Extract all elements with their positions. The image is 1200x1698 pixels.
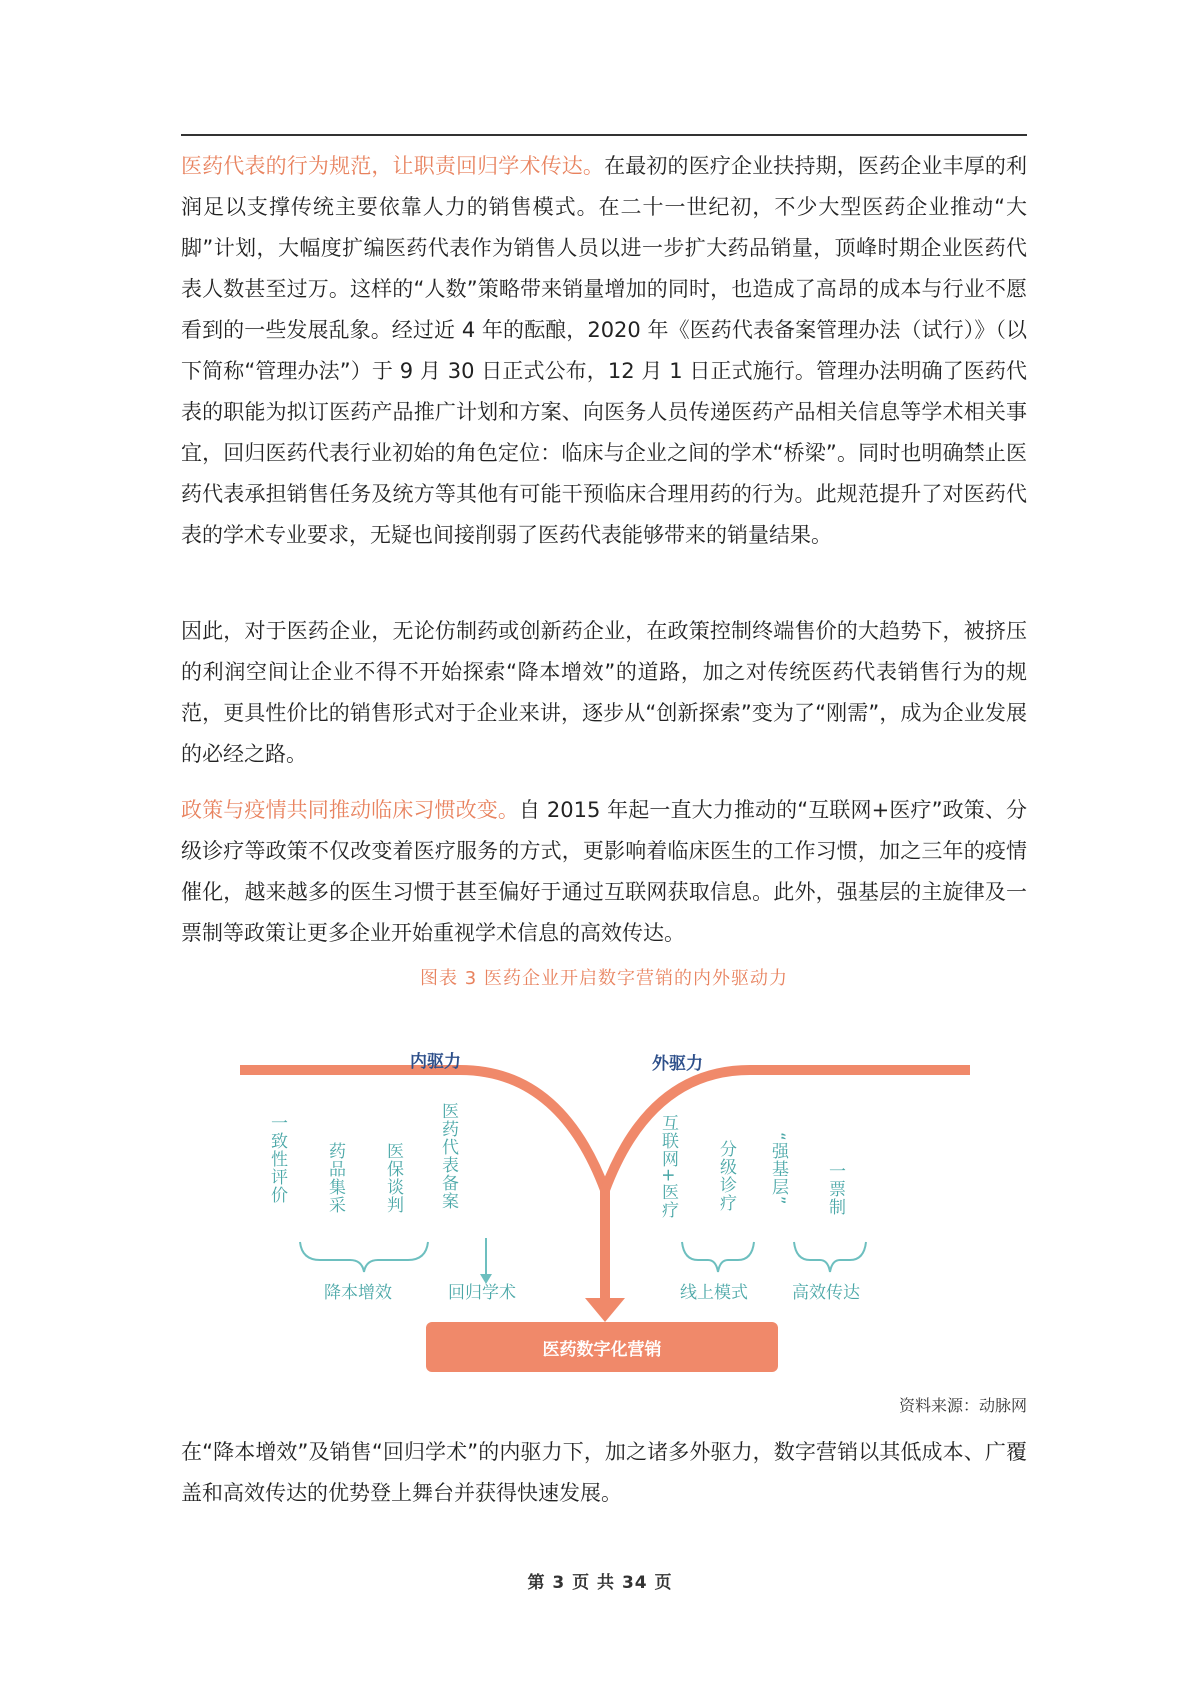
page-footer: 第 3 页 共 34 页 <box>527 1573 673 1593</box>
label-cost-reduction: 降本增效 <box>324 1283 392 1303</box>
outer-driver-title: 外驱力 <box>652 1054 703 1074</box>
header-rule <box>181 134 1027 136</box>
inner-driver-title: 内驱力 <box>410 1052 461 1072</box>
source-note: 资料来源：动脉网 <box>898 1396 1027 1415</box>
driver-diagram <box>220 1010 1000 1390</box>
inner-branch-line <box>240 1070 605 1300</box>
outer-item-one-invoice: 一票制 <box>825 1162 845 1216</box>
paragraph-4 <box>181 1432 1027 1514</box>
paragraph-2 <box>181 611 1027 775</box>
outer-item-tiered: 分级诊疗 <box>716 1140 736 1212</box>
outer-item-grassroots: “强基层” <box>768 1132 788 1206</box>
inner-item-rep-filing: 医药代表备案 <box>438 1102 458 1210</box>
inner-item-consistency: 一致性评价 <box>267 1114 287 1204</box>
inner-item-insurance: 医保谈判 <box>383 1142 403 1214</box>
down-arrowhead <box>585 1298 625 1322</box>
paragraph-3-text: 自 2015 年起一直大力推动的“互联网+医疗”政策、分级诊疗等政策不仅改变着医疗服务的方式，更影响着临床医生的工作习惯，加之三年的疫情催化，越来越多的医生习惯于甚至偏好于通过互联网获取信息。此外，强基层的主旋律及一票制等政策让更多企业开始重视学术信息的高效传达。 <box>181 798 1028 945</box>
label-online-mode: 线上模式 <box>680 1283 748 1303</box>
label-efficient-delivery: 高效传达 <box>792 1283 860 1303</box>
label-return-academic: 回归学术 <box>448 1283 516 1303</box>
outer-item-internet: 互联网+医疗 <box>658 1114 678 1220</box>
paragraph-4-text: 在“降本增效”及销售“回归学术”的内驱力下，加之诸多外驱力，数字营销以其低成本、广覆盖和高效传达的优势登上舞台并获得快速发展。 <box>181 1440 1027 1505</box>
paragraph-1-text: 在最初的医疗企业扶持期，医药企业丰厚的利润足以支撑传统主要依靠人力的销售模式。在二十一世纪初，不少大型医药企业推动“大脚”计划，大幅度扩编医药代表作为销售人员以进一步扩大药品销量，顶峰时期企业医药代表人数甚至过万。这样的“人数”策略带来销量增加的同时，也造成了高昂的成本与行业不愿看到的一些发展乱象。经过近 4 年的酝酿，2020 年《医药代表备案管理办法（试行）》（以下简称“管理办法”）于 9 月 30 日正式公布，12 月 1 日正式施行。管理办法明确了医药代表的职能为拟订医药产品推广计划和方案、向医务人员传递医药产品相关信息等学术相关事宜，回归医药代表行业初始的角色定位：临床与企业之间的学术“桥梁”。同时也明确禁止医药代表承担销售任务及统方等其他有可能干预临床合理用药的行为。此规范提升了对医药代表的学术专业要求，无疑也间接削弱了医药代表能够带来的销量结果。 <box>181 154 1027 547</box>
brace-cost <box>300 1242 428 1272</box>
brace-efficient <box>794 1242 866 1272</box>
paragraph-3-highlight: 政策与疫情共同推动临床习惯改变。 <box>181 798 519 822</box>
paragraph-2-text: 因此，对于医药企业，无论仿制药或创新药企业，在政策控制终端售价的大趋势下，被挤压的利润空间让企业不得不开始探索“降本增效”的道路，加之对传统医药代表销售行为的规范，更具性价比的销售形式对于企业来讲，逐步从“创新探索”变为了“刚需”，成为企业发展的必经之路。 <box>181 619 1027 766</box>
figure-caption: 图表 3 医药企业开启数字营销的内外驱动力 <box>420 968 788 989</box>
result-box: 医药数字化营销 <box>426 1322 778 1372</box>
brace-online <box>682 1242 754 1272</box>
paragraph-3 <box>181 790 1027 954</box>
paragraph-1-highlight: 医药代表的行为规范，让职责回归学术传达。 <box>181 154 605 178</box>
paragraph-1 <box>181 146 1027 556</box>
inner-item-procurement: 药品集采 <box>325 1142 345 1214</box>
